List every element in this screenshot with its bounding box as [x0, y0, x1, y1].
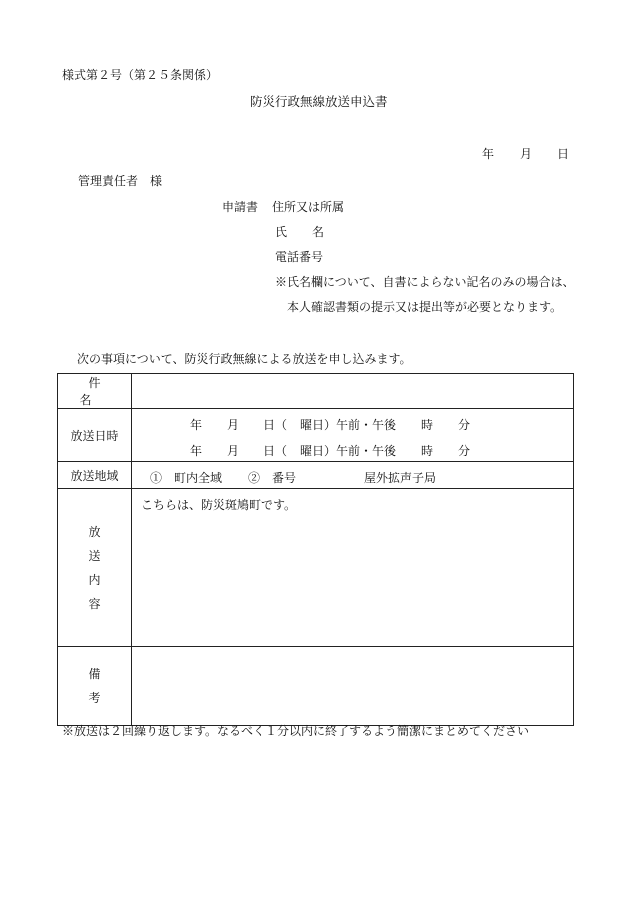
- addressee: 管理責任者 様: [78, 174, 163, 188]
- dt1-weekday: 曜日）: [300, 418, 337, 432]
- dt1-hour: 時: [421, 418, 434, 432]
- subject-field[interactable]: [132, 374, 574, 409]
- area-field[interactable]: [132, 462, 574, 489]
- content-label-char: 容: [88, 596, 101, 611]
- dt2-minute: 分: [458, 444, 471, 458]
- date-month-label: 月: [520, 147, 533, 161]
- area-option-all-town[interactable]: ① 町内全域: [150, 471, 223, 485]
- area-label-cell: [58, 462, 132, 489]
- dt2-month: 月: [227, 444, 240, 458]
- datetime-label-cell: [58, 409, 132, 462]
- datetime-label: 放送日時: [70, 428, 119, 443]
- remarks-label-char: 考: [88, 691, 101, 705]
- remarks-label: [58, 662, 131, 710]
- note-line-2: 本人確認書類の提示又は提出等が必要となります。: [287, 300, 563, 314]
- name-label-first: 氏: [275, 225, 288, 239]
- datetime-field[interactable]: [132, 409, 574, 462]
- area-option-number[interactable]: ② 番号: [248, 471, 297, 485]
- date-year-label: 年: [482, 147, 495, 161]
- remarks-label-cell: [58, 647, 132, 726]
- remarks-label-char: 備: [88, 667, 101, 681]
- content-label-char: 送: [88, 548, 101, 563]
- address-label: 住所又は所属: [272, 200, 345, 214]
- dt1-month: 月: [227, 418, 240, 432]
- note-line-1: ※氏名欄について、自書によらない記名のみの場合は、: [275, 275, 575, 289]
- footer-note: ※放送は２回繰り返します。なるべく１分以内に終了するよう簡潔にまとめてください: [62, 724, 530, 738]
- area-row: [58, 462, 574, 489]
- datetime-line-2: [132, 435, 573, 461]
- area-options: [132, 462, 573, 488]
- datetime-row: [58, 409, 574, 462]
- content-label-char: 内: [88, 572, 101, 587]
- phone-label: 電話番号: [275, 250, 324, 264]
- content-field[interactable]: [132, 489, 574, 647]
- dt2-weekday: 曜日）: [300, 444, 337, 458]
- date-day-label: 日: [557, 147, 570, 161]
- dt1-day: 日（: [263, 418, 288, 432]
- dt1-year: 年: [190, 418, 203, 432]
- dt1-ampm: 午前・午後: [336, 418, 397, 432]
- remarks-row: [58, 647, 574, 726]
- name-label-second: 名: [312, 225, 325, 239]
- subject-label: 件名: [79, 376, 119, 407]
- dt2-hour: 時: [421, 444, 434, 458]
- content-label-char: 放: [88, 524, 101, 539]
- content-row: [58, 489, 574, 647]
- intro-text: 次の事項について、防災行政無線による放送を申し込みます。: [77, 352, 412, 366]
- document-title: 防災行政無線放送申込書: [250, 94, 388, 109]
- datetime-line-1: [132, 409, 573, 435]
- subject-row: [58, 374, 574, 409]
- remarks-field[interactable]: [132, 647, 574, 726]
- dt2-ampm: 午前・午後: [336, 444, 397, 458]
- dt2-year: 年: [190, 444, 203, 458]
- applicant-label: 申請書: [222, 200, 259, 214]
- content-label-cell: [58, 489, 132, 647]
- area-speaker-station: 屋外拡声子局: [364, 471, 437, 485]
- content-label: [58, 520, 131, 616]
- application-table: [57, 373, 574, 726]
- content-value: こちらは、防災斑鳩町です。: [141, 498, 297, 512]
- area-label: 放送地域: [70, 468, 119, 483]
- dt2-day: 日（: [263, 444, 288, 458]
- form-number: 様式第２号（第２５条関係）: [62, 68, 219, 82]
- subject-label-cell: [58, 374, 132, 409]
- dt1-minute: 分: [458, 418, 471, 432]
